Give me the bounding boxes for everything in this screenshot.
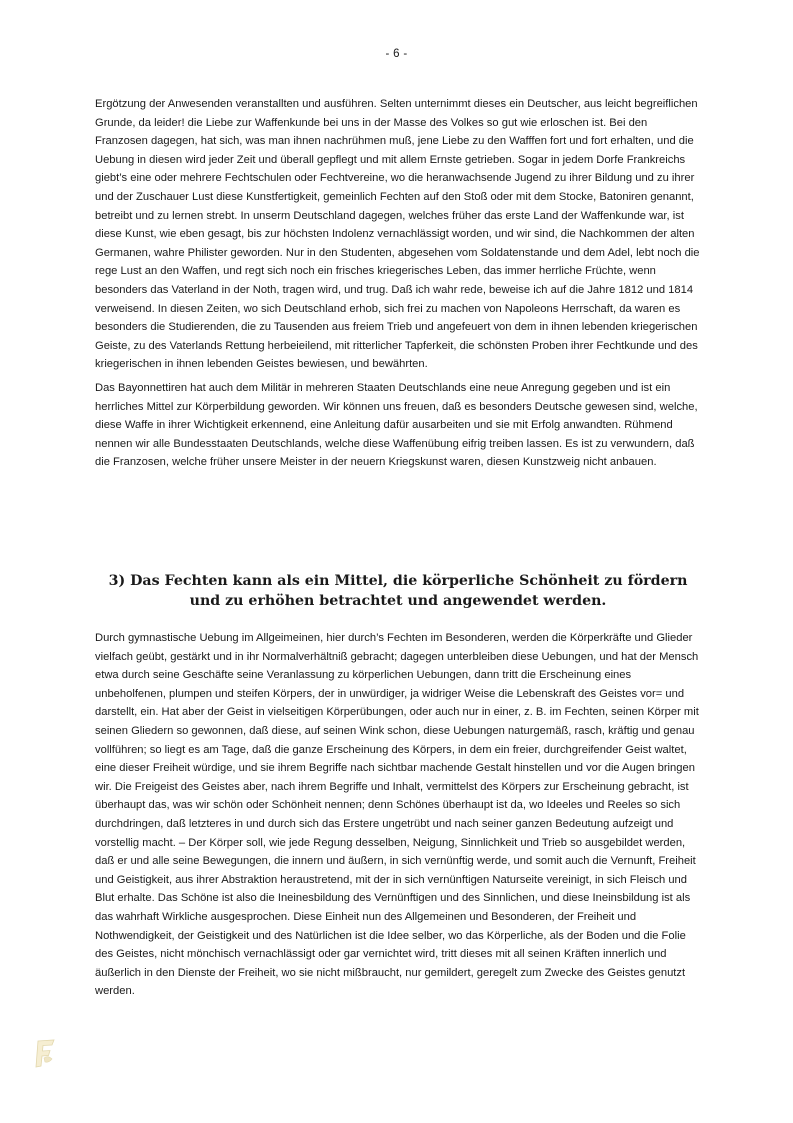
body-text-bottom [95, 629, 701, 1001]
letter-f-logo-icon [30, 1036, 60, 1070]
paragraph: Ergötzung der Anwesenden veranstallten und ausführen. Selten unternimmt dieses ein Deutscher, aus leicht begreiflichen Grunde, da leider! die Liebe zur Waffenkunde bei uns in der Masse des Volkes so gut wie erloschen ist. Bei den Franzosen dagegen, hat sich, was man ihnen nachrühmen muß, jene Liebe zu den Wafffen fort und fort erhalten, und die Uebung in diesen wird jeder Zeit und überall gepflegt und mit allem Ernste getrieben. Sogar in jedem Dorfe Frankreichs giebt’s eine oder mehrere Fechtschulen oder Fechtvereine, wo die heranwachsende Jugend zu ihrer Bildung und zu ihrer und der Zuschauer Lust diese Kunstfertigkeit, gemeinlich Fechten auf den Stoß oder mit dem Stocke, Batoniren genannt, betreibt und zu lernen strebt. In unserm Deutschland dagegen, welches früher das erste Land der Waffenkunde war, ist diese Kunst, wie eben gesagt, bis zur höchsten Indolenz vernachlässigt worden, und wir sind, die Nachkommen der alten Germanen, wahre Philister geworden. Nur in den Studenten, abgesehen vom Soldatenstande und dem Adel, lebt noch die rege Lust an den Waffen, und regt sich noch ein frisches kriegerisches Leben, das immer herrliche Früchte, wenn besonders das Vaterland in der Noth, tragen wird, und trug. Daß ich wahr rede, beweise ich auf die Jahre 1812 und 1814 verweisend. In diesen Zeiten, wo sich Deutschland erhob, sich frei zu machen von Napoleons Herrschaft, da waren es besonders die Studierenden, die zu Tausenden aus freiem Trieb und angefeuert von dem in ihnen lebenden kriegerischen Geiste, zu des Vaterlands Rettung herbeieilend, mit ritterlicher Tapferkeit, die schönsten Proben ihrer Fechtkunde und des kriegerischen in ihnen lebenden Geistes bewiesen, und bewährten. [95, 98, 700, 371]
page-number: - 6 - [385, 48, 408, 60]
paragraph: Das Bayonnettiren hat auch dem Militär in mehreren Staaten Deutschlands eine neue Anregung gegeben und ist ein herrliches Mittel zur Körperbildung geworden. Wir können uns freuen, daß es besonders Deutsche gewesen sind, welche, diese Waffe in ihrer Wichtigkeit erkennend, eine Anleitung dafür ausarbeiten und sie mit Erfolg anwandten. Rühmend nennen wir alle Bundesstaaten Deutschlands, welche diese Waffenübung eifrig treiben lassen. Es ist zu verwundern, daß die Franzosen, welche früher unsere Meister in der neuern Kriegskunst waren, diesen Kunstzweig nicht anbauen. [95, 381, 698, 469]
section-heading: 3) Das Fechten kann als ein Mittel, die körperliche Schönheit zu fördern und zu erhöhen betrachtet und angewendet werden. [108, 573, 688, 609]
paragraph: Durch gymnastische Uebung im Allgeimeinen, hier durch’s Fechten im Besonderen, werden die Körperkräfte und Glieder vielfach geübt, gestärkt und in ihr Normalverhältniß gebracht; dagegen unterbleiben diese Uebungen, und hat der Mensch etwa durch seine Geschäfte seine Veranlassung zu körperlichen Uebungen, dann tritt die Erscheinung eines unbeholfenen, plumpen und steifen Körpers, der in unwürdiger, ja widriger Weise die Lebenskraft des Geistes vor= und darstellt, ein. Hat aber der Geist in vielseitigen Körperübungen, oder auch nur in einer, z. B. im Fechten, seinen Körper mit seinen Gliedern so gewonnen, daß diese, auf seinen Wink schon, diese Uebungen naturgemäß, rasch, kräftig und genau vollführen; so liegt es am Tage, daß die ganze Erscheinung des Körpers, in dem ein freier, durchgreifender Geist waltet, eine dieser Freiheit würdige, und sie ihrem Begriffe nach sichtbar machende Gestalt hinstellen und vor die Augen bringen wir. Die Freigeist des Geistes aber, nach ihrem Begriffe und Inhalt, vermittelst des Körpers zur Erscheinung gebracht, ist überhaupt das, was wir schön oder Schönheit nennen; denn Schönes überhaupt ist da, wo Ideeles und Reeles so sich durchdringen, daß letzteres in und durch sich das Erstere ungetrübt und nach seiner ganzen Bedeutung aufzeigt und vorstellig macht. – Der Körper soll, wie jede Regung desselben, Neigung, Sinnlichkeit und Trieb so ausgebildet werden, daß er und alle seine Bewegungen, die innern und äußern, in sich vernünftig werde, und somit auch die Vernunft, Freiheit und Geistigkeit, aus ihrer Abstraktion heraustretend, mit der in sich vernünftigen Naturseite vereinigt, in sich Fleisch und Blut erhalte. Das Schöne ist also die Ineinesbildung des Vernünftigen und des Sinnlichen, und diese Ineinsbildung ist als das wahrhaft Wirkliche ausgesprochen. Diese Einheit nun des Allgemeinen und Besonderen, der Freiheit und Nothwendigkeit, der Geistigkeit und des Natürlichen ist die Idee selber, wo das Körperliche, als der Boden und die Folie des Geistes, nicht mönchisch vernachlässigt oder gar vernichtet wird, tritt dieses mit all seinen Kräften innerlich und äußerlich in den Dienste der Freiheit, wo sie nicht mißbraucht, nur gemildert, geregelt zum Zwecke des Geistes genutzt werden. [95, 632, 699, 998]
body-text-top [95, 95, 701, 472]
